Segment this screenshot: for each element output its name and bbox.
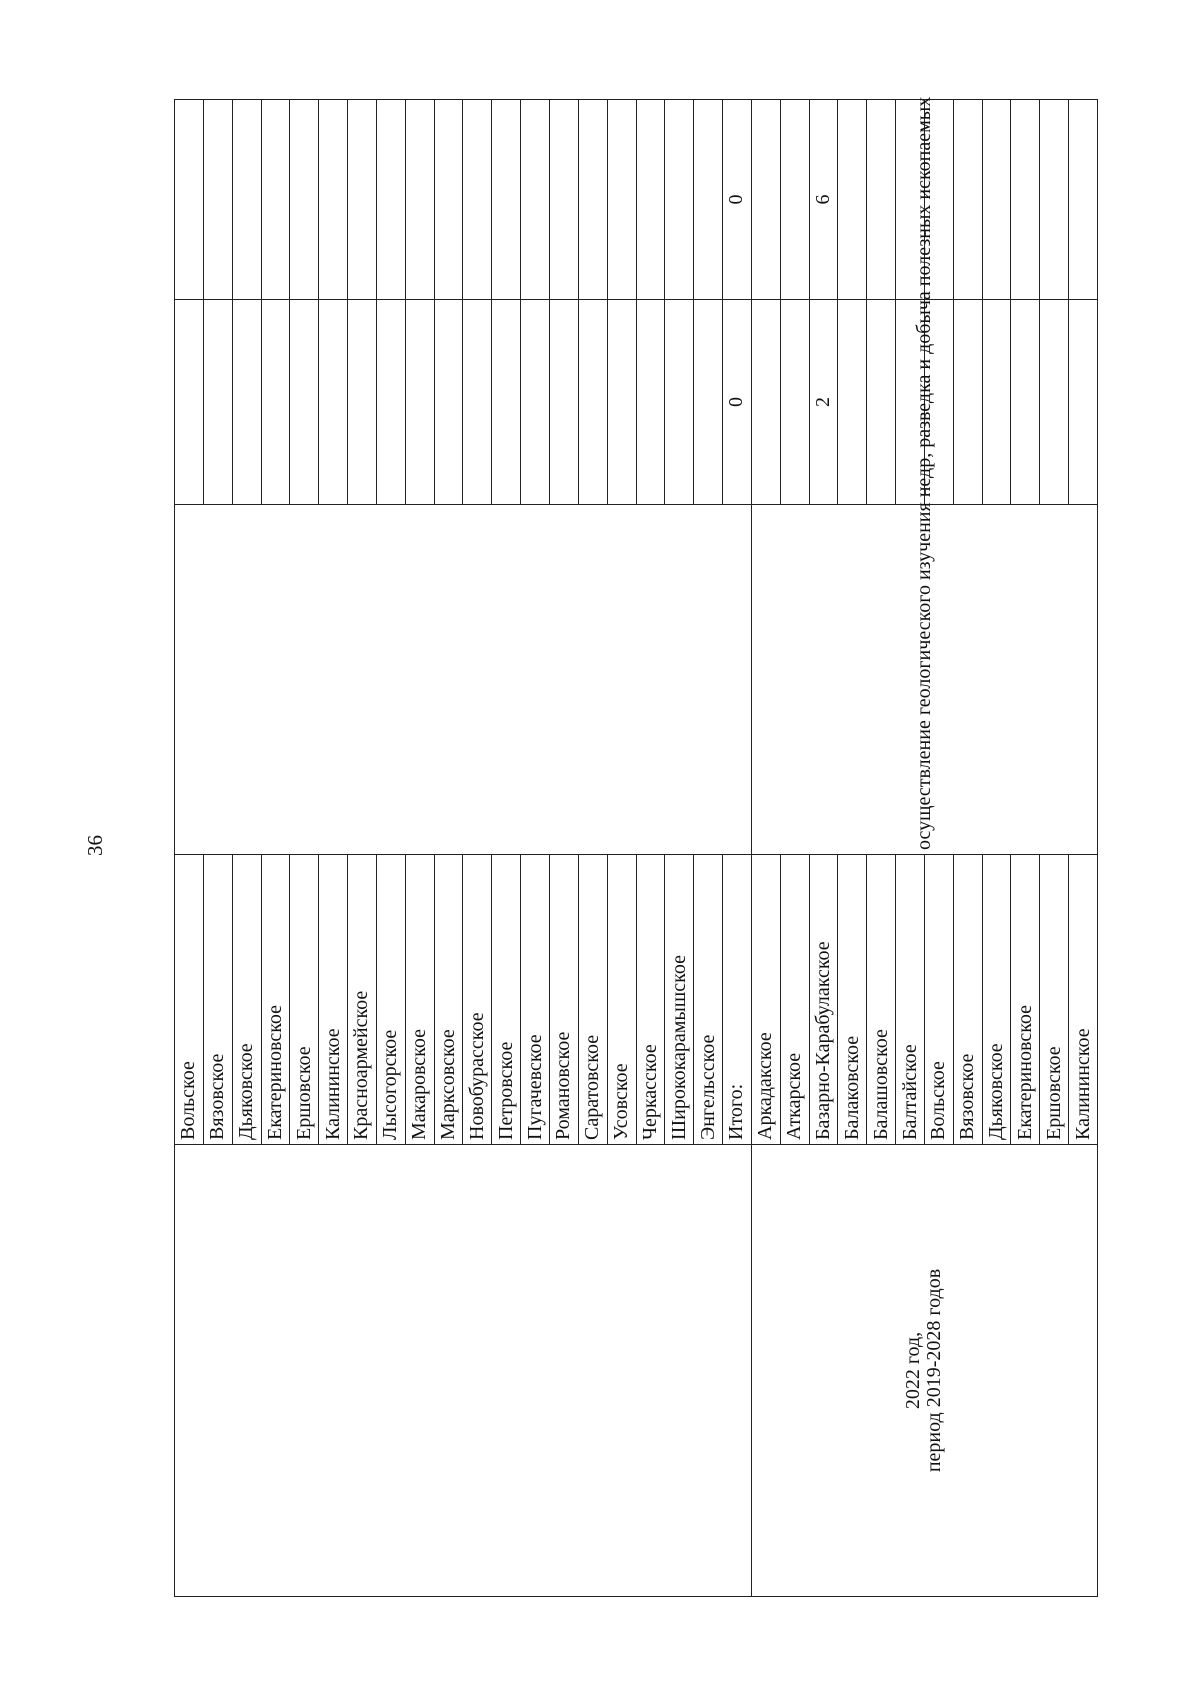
district-cell: Ершовское — [1040, 855, 1069, 1145]
district-cell: Ершовское — [290, 855, 319, 1145]
district-cell: Калининское — [1069, 855, 1098, 1145]
value-cell — [232, 100, 261, 300]
value-cell — [175, 300, 204, 505]
value-cell — [636, 300, 665, 505]
value-cell — [607, 300, 636, 505]
total-label: Итого: — [723, 855, 752, 1145]
district-cell: Лысогорское — [376, 855, 405, 1145]
district-cell: Екатериновское — [1011, 855, 1040, 1145]
value-cell — [665, 300, 694, 505]
district-cell: Ширококарамышское — [665, 855, 694, 1145]
value-cell — [376, 100, 405, 300]
district-cell: Дьяковское — [982, 855, 1011, 1145]
value-cell — [838, 100, 867, 300]
table-row — [751, 100, 780, 1597]
district-cell: Балтайское — [896, 855, 925, 1145]
value-cell — [261, 300, 290, 505]
activity-cell: осуществление геологического изучения недр, разведка и добыча полезных ископаемых — [751, 505, 1097, 855]
value-cell — [290, 100, 319, 300]
value-cell — [1040, 100, 1069, 300]
district-cell: Усовское — [607, 855, 636, 1145]
value-cell: 6 — [809, 100, 838, 300]
value-cell — [463, 300, 492, 505]
district-cell: Новобурасское — [463, 855, 492, 1145]
table-body — [175, 96, 1098, 1597]
district-cell: Красноармейское — [348, 855, 377, 1145]
period-line: период 2019-2028 годов — [923, 1268, 946, 1473]
page-number: 36 — [83, 835, 107, 856]
value-cell — [261, 100, 290, 300]
value-cell — [982, 300, 1011, 505]
value-cell — [578, 300, 607, 505]
district-cell: Саратовское — [578, 855, 607, 1145]
value-cell — [780, 100, 809, 300]
period-cell — [751, 1145, 1097, 1597]
value-cell — [434, 100, 463, 300]
district-cell: Калининское — [319, 855, 348, 1145]
value-cell — [867, 300, 896, 505]
value-cell — [838, 300, 867, 505]
value-cell — [867, 100, 896, 300]
period-cell — [175, 1145, 752, 1597]
value-cell — [521, 300, 550, 505]
table-row — [175, 100, 204, 1597]
district-cell: Екатериновское — [261, 855, 290, 1145]
value-cell — [751, 300, 780, 505]
value-cell — [405, 100, 434, 300]
value-cell — [175, 100, 204, 300]
value-cell — [290, 300, 319, 505]
activity-cell — [175, 505, 752, 855]
district-cell: Черкасское — [636, 855, 665, 1145]
value-cell — [521, 100, 550, 300]
value-cell — [405, 300, 434, 505]
value-cell — [549, 300, 578, 505]
value-cell — [232, 300, 261, 505]
district-cell: Вольское — [175, 855, 204, 1145]
period-line: 2022 год, — [902, 1331, 925, 1410]
value-cell — [607, 100, 636, 300]
value-cell — [694, 100, 723, 300]
district-cell: Балаковское — [838, 855, 867, 1145]
value-cell — [1069, 300, 1098, 505]
value-cell — [636, 100, 665, 300]
value-cell — [319, 100, 348, 300]
value-cell — [376, 300, 405, 505]
district-cell: Пугачевское — [521, 855, 550, 1145]
district-cell: Энгельсское — [694, 855, 723, 1145]
district-cell: Макаровское — [405, 855, 434, 1145]
district-cell: Вязовское — [203, 855, 232, 1145]
district-cell: Аткарское — [780, 855, 809, 1145]
value-cell — [492, 300, 521, 505]
district-cell: Аркадакское — [751, 855, 780, 1145]
value-cell — [694, 300, 723, 505]
value-cell — [348, 300, 377, 505]
rotated-page — [174, 96, 1098, 1597]
value-cell — [1069, 100, 1098, 300]
districts-table — [174, 96, 1098, 1597]
value-cell — [982, 100, 1011, 300]
value-cell — [780, 300, 809, 505]
district-cell: Дьяковское — [232, 855, 261, 1145]
value-cell — [463, 100, 492, 300]
value-cell — [492, 100, 521, 300]
total-value: 0 — [723, 100, 752, 300]
value-cell — [348, 100, 377, 300]
district-cell: Вязовское — [953, 855, 982, 1145]
district-cell: Марксовское — [434, 855, 463, 1145]
value-cell — [549, 100, 578, 300]
district-cell: Вольское — [924, 855, 953, 1145]
value-cell — [1011, 300, 1040, 505]
total-value: 0 — [723, 300, 752, 505]
value-cell: 2 — [809, 300, 838, 505]
value-cell — [203, 100, 232, 300]
value-cell — [203, 300, 232, 505]
value-cell — [953, 300, 982, 505]
district-cell: Базарно-Карабулакское — [809, 855, 838, 1145]
value-cell — [319, 300, 348, 505]
district-cell: Балашовское — [867, 855, 896, 1145]
value-cell — [665, 100, 694, 300]
value-cell — [751, 100, 780, 300]
district-cell: Романовское — [549, 855, 578, 1145]
value-cell — [953, 100, 982, 300]
value-cell — [578, 100, 607, 300]
district-cell: Петровское — [492, 855, 521, 1145]
value-cell — [434, 300, 463, 505]
value-cell — [1040, 300, 1069, 505]
value-cell — [1011, 100, 1040, 300]
